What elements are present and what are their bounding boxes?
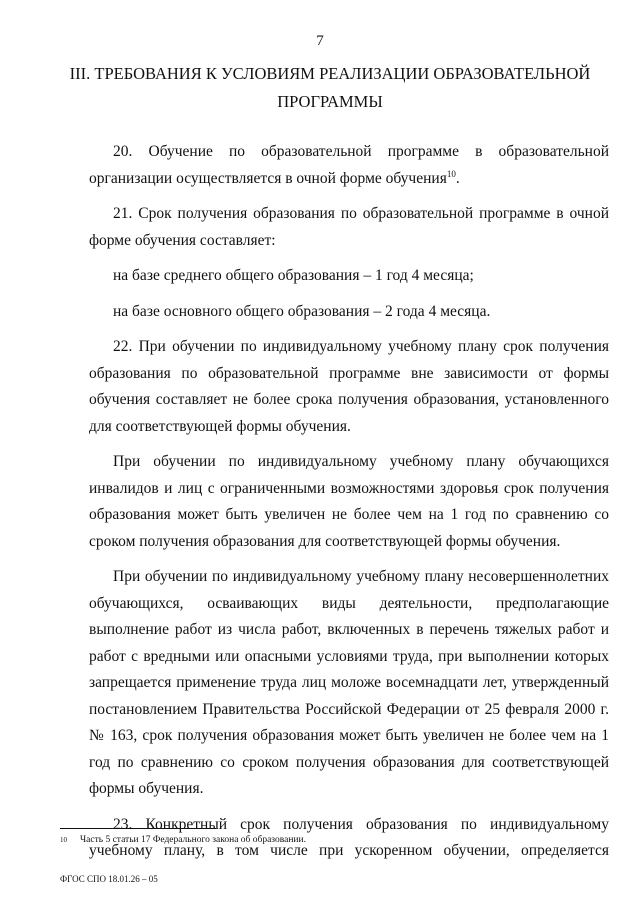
section-title: III. ТРЕБОВАНИЯ К УСЛОВИЯМ РЕАЛИЗАЦИИ ОБРАЗОВАТЕЛЬНОЙ ПРОГРАММЫ [69, 64, 591, 111]
paragraph-21-item-b: на базе основного общего образования – 2 года 4 месяца. [113, 302, 491, 320]
paragraph-20-end: . [455, 169, 460, 187]
paragraph-21: 21. Срок получения образования по образовательной программе в очной форме обучения составляет: [89, 205, 609, 249]
page-number: 7 [316, 33, 324, 49]
paragraph-22: 22. При обучении по индивидуальному учебному плану срок получения образования по образовательной программе вне зависимости от формы обучения составляет не более срока получения образования, установленного для соответствующей формы обучения. [89, 338, 609, 435]
paragraph-22-disabled-students: При обучении по индивидуальному учебному плану обучающихся инвалидов и лиц с ограниченными возможностями здоровья срок получения образования может быть увеличен не более чем на 1 год по сравнению со сроком получения образования для соответствующей формы обучения. [89, 453, 609, 550]
paragraph-20 [89, 139, 609, 192]
footnote-number: 10 [60, 836, 67, 844]
paragraph-22-minors: При обучении по индивидуальному учебному плану несовершеннолетних обучающихся, осваивающих виды деятельности, предполагающие выполнение работ из числа работ, включенных в перечень тяжелых работ и работ с вредными или опасными условиями труда, при выполнении которых запрещается применение труда лиц моложе восемнадцати лет, утвержденный постановлением Правительства Российской Федерации от 25 февраля 2000 г. № 163, срок получения образования может быть увеличен не более чем на 1 год по сравнению со сроком получения образования для соответствующей формы обучения. [89, 568, 609, 797]
document-code: ФГОС СПО 18.01.26 – 05 [60, 874, 158, 884]
paragraph-20-text: 20. Обучение по образовательной программе в образовательной организации осуществляется в очной форме обучения [89, 143, 609, 187]
paragraph-23: 23. Конкретный срок получения образования по индивидуальному учебному плану, в том числе при ускоренном обучении, определяется [89, 815, 609, 859]
footnote-divider [60, 828, 216, 829]
document-body [89, 139, 609, 874]
footnote-text: Часть 5 статьи 17 Федерального закона об образовании. [80, 835, 306, 845]
footnote [60, 834, 580, 846]
footnote-ref: 10 [446, 168, 456, 179]
paragraph-21-item-a: на базе среднего общего образования – 1 год 4 месяца; [113, 267, 474, 284]
